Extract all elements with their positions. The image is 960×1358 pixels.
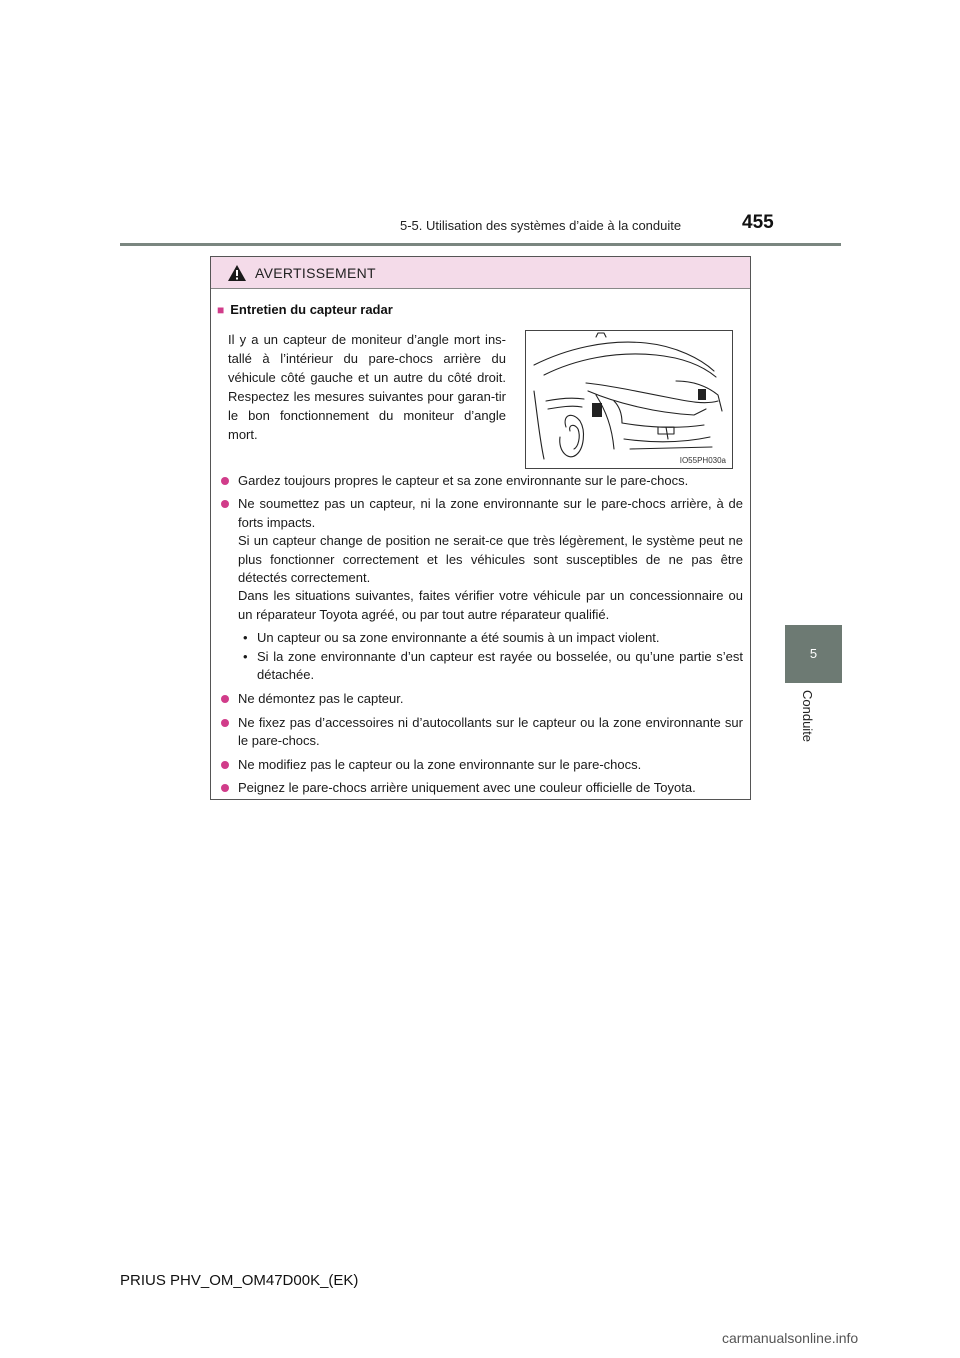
section-title [217, 302, 393, 317]
round-bullet-icon [221, 761, 229, 769]
car-rear-figure [525, 330, 733, 469]
round-bullet-icon [221, 500, 229, 508]
sub-item [243, 629, 743, 647]
section-title-text: Entretien du capteur radar [230, 302, 393, 317]
chapter-label [785, 690, 842, 750]
warning-box [210, 256, 751, 800]
header-section-title: 5-5. Utilisation des systèmes d’aide à la conduite [400, 218, 682, 233]
sub-item [243, 648, 743, 685]
bullet-line: Dans les situations suivantes, faites vérifier votre véhicule par un concessionnaire ou un réparateur Toyota agréé, ou par tout autre réparateur qualifié. [238, 588, 743, 622]
page-number: 455 [742, 212, 774, 233]
sub-item-text: Un capteur ou sa zone environnante a été soumis à un impact violent. [257, 630, 660, 646]
bullet-text: Ne fixez pas d’accessoires ni d’autocollants sur le capteur ou la zone environnante sur le pare-chocs. [238, 714, 743, 749]
round-bullet-icon [221, 719, 229, 727]
square-bullet-icon: ■ [217, 303, 225, 317]
bullet-item [221, 756, 743, 774]
bullet-item [221, 714, 743, 751]
sub-bullet-marker: • [243, 630, 248, 646]
bullet-item [221, 779, 743, 797]
car-rear-illustration [526, 331, 732, 468]
header-divider [120, 243, 841, 246]
round-bullet-icon [221, 695, 229, 703]
warning-title: AVERTISSEMENT [255, 264, 376, 281]
round-bullet-icon [221, 477, 229, 485]
bullet-text: Gardez toujours propres le capteur et sa zone environnante sur le pare-chocs. [238, 473, 689, 488]
warning-header [211, 257, 750, 289]
bullet-item [221, 495, 743, 624]
watermark[interactable]: carmanualsonline.info [722, 1330, 859, 1346]
bullet-text: Ne démontez pas le capteur. [238, 691, 404, 707]
bullet-line: Si un capteur change de position ne serait-ce que très légèrement, le système peut ne plus fonctionner correctement et les véhicules sont susceptibles de ne pas être détectés correctement. [238, 533, 743, 586]
bullet-item [221, 472, 743, 490]
footer-doc-code: PRIUS PHV_OM_OM47D00K_(EK) [120, 1272, 359, 1289]
bullet-line: Ne soumettez pas un capteur, ni la zone environnante sur le pare-chocs arrière, à de forts impacts. [238, 496, 743, 530]
chapter-label-text: Conduite [800, 690, 815, 743]
warning-triangle-icon [227, 264, 247, 282]
sub-item-text: Si la zone environnante d’un capteur est rayée ou bosselée, ou qu’une partie s’est détachée. [257, 648, 743, 683]
chapter-tab: 5 [785, 625, 842, 683]
round-bullet-icon [221, 784, 229, 792]
warning-bullet-list [221, 472, 743, 803]
intro-paragraph: Il y a un capteur de moniteur d’angle mort ins-tallé à l’intérieur du pare-chocs arrière du véhicule côté gauche et un autre du côté droit. Respectez les mesures suivantes pour garan-tir le bon fonctionnement du moniteur d’angle mort. [228, 332, 506, 442]
figure-code: IO55PH030a [679, 456, 726, 465]
bullet-text [238, 495, 743, 624]
sub-list [243, 629, 743, 684]
bullet-item [221, 690, 743, 708]
bullet-text: Peignez le pare-chocs arrière uniquement avec une couleur officielle de Toyota. [238, 780, 696, 796]
sub-bullet-marker: • [243, 648, 248, 664]
bullet-text: Ne modifiez pas le capteur ou la zone environnante sur le pare-chocs. [238, 756, 642, 772]
